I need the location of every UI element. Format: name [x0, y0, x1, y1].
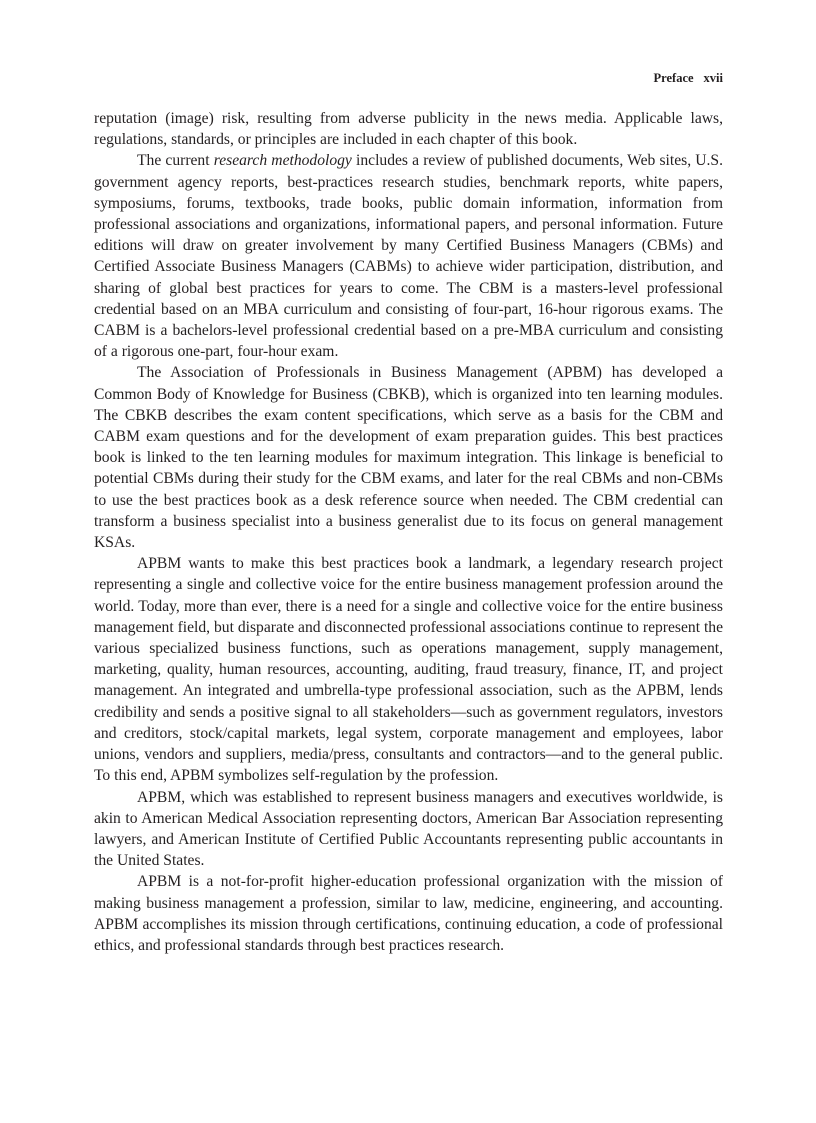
paragraph-apbm-landmark: APBM wants to make this best practices book a landmark, a legendary research project representing a single and collective voice for the entire business management profession around the world. Today, more than ever, there is a need for a single and collective voice for the entire business management field, but disparate and disconnected professional associations continue to represent the various specialized business functions, such as operations management, supply management, marketing, quality, human resources, accounting, auditing, fraud treasury, finance, IT, and project management. An integrated and umbrella-type professional association, such as the APBM, lends credibility and sends a positive signal to all stakeholders—such as government regulators, investors and creditors, stock/capital markets, legal system, corporate management and employees, labor unions, vendors and suppliers, media/press, consultants and contractors—and to the general public. To this end, APBM symbolizes self-regulation by the profession.: [94, 555, 723, 785]
running-head-section: Preface: [653, 71, 694, 85]
page-number: xvii: [703, 71, 723, 85]
running-head: [94, 70, 723, 86]
paragraph-apbm-cbkb: The Association of Professionals in Business Management (APBM) has developed a Common Body of Knowledge for Business (CBKB), which is organized into ten learning modules. The CBKB describes the exam content specifications, which serve as a basis for the CBM and CABM exam questions and for the development of exam preparation guides. This best practices book is linked to the ten learning modules for maximum integration. This linkage is beneficial to potential CBMs during their study for the CBM exams, and later for the real CBMs and non-CBMs to use the best practices book as a desk reference source when needed. The CBM credential can transform a business specialist into a business generalist due to its focus on general management KSAs.: [94, 364, 723, 552]
paragraph-research-methodology: [94, 150, 723, 362]
paragraph-apbm-mission: APBM is a not-for-profit higher-education professional organization with the mission of making business management a profession, similar to law, medicine, engineering, and accounting. APBM accomplishes its mission through certifications, continuing education, a code of professional ethics, and professional standards through best practices research.: [94, 873, 723, 954]
emphasized-term: research methodology: [213, 152, 352, 170]
paragraph-lead: The current: [137, 152, 214, 170]
paragraph-body: includes a review of published documents, Web sites, U.S. government agency reports, best-practices research studies, benchmark reports, white papers, symposiums, forums, textbooks, trade books, public domain information, information from professional associations and organizations, informational papers, and personal information. Future editions will draw on greater involvement by many Certified Business Managers (CBMs) and Certified Associate Business Managers (CABMs) to achieve wider participation, distribution, and sharing of global best practices for years to come. The CBM is a masters-level professional credential based on an MBA curriculum and consisting of four-part, 16-hour rigorous exams. The CABM is a bachelors-level professional credential based on a pre-MBA curriculum and consisting of a rigorous one-part, four-hour exam.: [94, 152, 723, 361]
body-text: [94, 108, 723, 956]
paragraph-apbm-established: APBM, which was established to represent business managers and executives worldwide, is akin to American Medical Association representing doctors, American Bar Association representing lawyers, and American Institute of Certified Public Accountants representing public accountants in the United States.: [94, 788, 723, 870]
paragraph-continuation: reputation (image) risk, resulting from adverse publicity in the news media. Applicable laws, regulations, standards, or principles are included in each chapter of this book.: [94, 110, 723, 149]
